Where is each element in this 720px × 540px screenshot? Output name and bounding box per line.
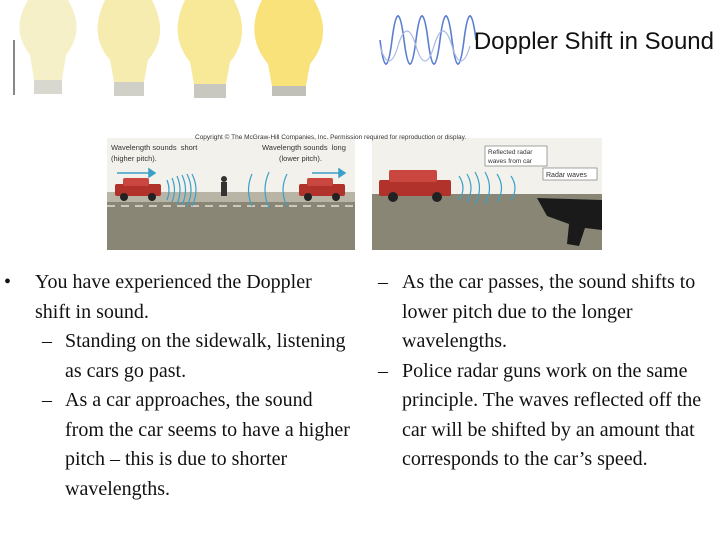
bullet-text: As the car passes, the sound shifts to lower pitch due to the longer wavelengths.: [402, 271, 696, 352]
long-wavelength-label: Wavelength sounds long: [262, 143, 346, 152]
reflected-label-line1: Reflected radar: [488, 149, 533, 156]
short-wavelength-label: Wavelength sounds short: [111, 143, 198, 152]
bullet-text: As a car approaches, the sound from the car seems to have a higher pitch – this is due to shorter wavelengths.: [65, 389, 350, 500]
bullet-item: [0, 268, 350, 327]
copyright-text: Copyright © The McGraw-Hill Companies, Inc. Permission required for reproduction or display.: [195, 134, 467, 141]
bullet-marker: •: [4, 271, 12, 293]
dash-marker: –: [378, 359, 388, 382]
bullet-text: Police radar guns work on the same principle. The waves reflected off the car will be shifted by an amount that corresponds to the car’s speed.: [402, 359, 702, 470]
road: [107, 202, 355, 250]
sub-bullet-item: [0, 327, 350, 386]
bullet-text: Standing on the sidewalk, listening as cars go past.: [65, 330, 346, 382]
bullet-text: You have experienced the Doppler shift in sound.: [35, 271, 312, 323]
dash-marker: –: [42, 330, 52, 352]
lightbulb-icon: [254, 0, 323, 96]
reflected-label-line2: waves from car: [488, 158, 533, 165]
sub-bullet-item: [360, 268, 715, 357]
slide-title: Doppler Shift in Sound: [473, 28, 714, 55]
lightbulb-icon: [98, 0, 161, 96]
lower-pitch-label: (lower pitch).: [279, 154, 322, 163]
person-icon: [221, 176, 227, 196]
lightbulb-icon: [19, 0, 76, 94]
dash-marker: –: [378, 271, 388, 293]
dash-marker: –: [42, 389, 52, 411]
sub-bullet-item: [0, 386, 350, 504]
doppler-illustration: [107, 128, 602, 250]
wave-icon: [380, 31, 470, 61]
lightbulb-icon: [178, 0, 243, 98]
radar-waves-label: Radar waves: [546, 172, 587, 179]
higher-pitch-label: (higher pitch).: [111, 154, 157, 163]
right-bullet-list: [360, 268, 715, 475]
left-bullet-list: [0, 268, 350, 504]
sub-bullet-item: [360, 357, 715, 475]
